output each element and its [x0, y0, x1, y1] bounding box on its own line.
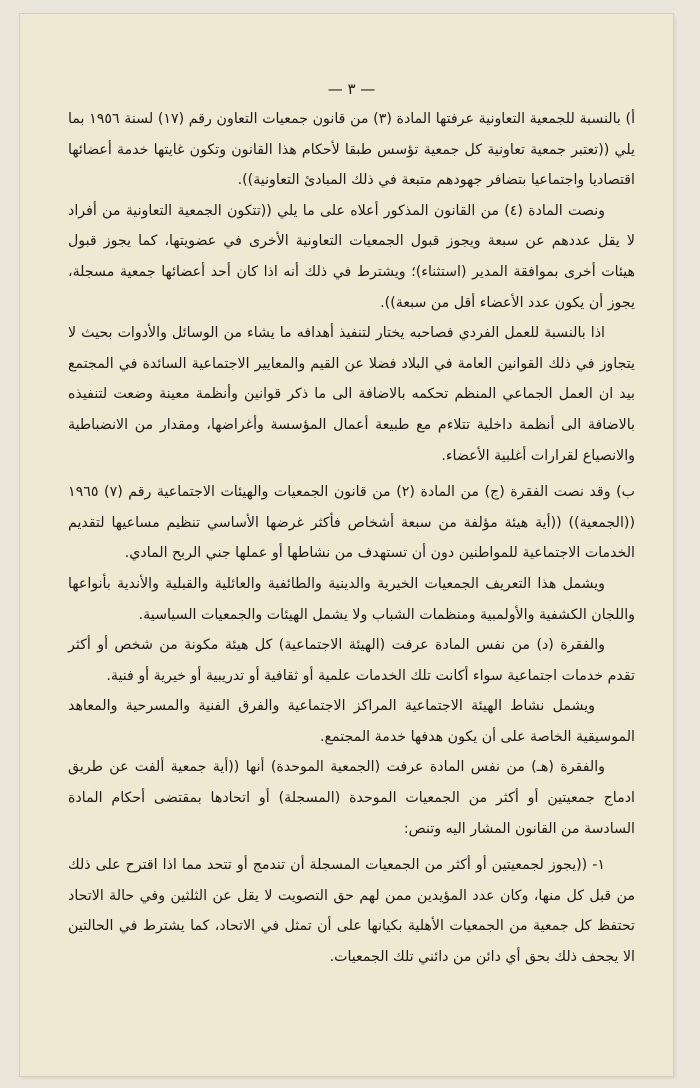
document-page [20, 14, 673, 1076]
paragraph-individual-work: اذا بالنسبة للعمل الفردي فصاحبه يختار لتنفيذ أهدافه ما يشاء من الوسائل والأدوات بحيث لا يتجاوز في ذلك القوانين العامة في البلاد فضلا عن القيم والمعايير الاجتماعية السائدة في المجتمع بيد ان العمل الجماعي المنظم تحكمه بالاضافة الى ما ذكر قوانين وأنظمة معينة وضعت لتنفيذه بالاضافة الى أنظمة داخلية تتلاءم مع طبيعة أعمال المؤسسة وأغراضها، ومقدار من الانضباطية والانصياع لقرارات أغلبية الأعضاء. [68, 325, 635, 464]
paragraph-b: ب) وقد نصت الفقرة (ج) من المادة (٢) من قانون الجمعيات والهيئات الاجتماعية رقم (٧) ١٩٦٥ ((الجمعية)) ((أية هيئة مؤلفة من سبعة أشخاص فأكثر غرضها الأساسي تنظيم مساعيها لتقديم الخدمات الاجتماعية للمواطنين دون أن تستهدف من نشاطها أو عملها جني الربح المادي. [68, 484, 635, 562]
paragraph-definition-scope: ويشمل هذا التعريف الجمعيات الخيرية والدينية والطائفية والعائلية والقبلية والأندية بأنواعها واللجان الكشفية والأولمبية ومنظمات الشباب ولا يشمل الهيئات والجمعيات السياسية. [68, 575, 635, 623]
paragraph-item-1: ١- ((يجوز لجمعيتين أو أكثر من الجمعيات المسجلة أن تندمج أو تتحد مما اذا اقترح على ذلك من قبل كل منها، وكان عدد المؤيدين ممن لهم حق التصويت لا يقل عن الثلثين وفي حالة الاتحاد تحتفظ كل جمعية من الجمعيات الأهلية بكيانها على أن تمثل في الاتحاد، كما يشترط في الحالتين الا يجحف ذلك بحق أي دائن من دائني تلك الجمعيات. [68, 857, 635, 966]
paragraph-article-4: ونصت المادة (٤) من القانون المذكور أعلاه على ما يلي ((تتكون الجمعية التعاونية من أفراد لا يقل عددهم عن سبعة ويجوز قبول الجمعيات التعاونية الأخرى في عضويتها، كما يجوز قبول هيئات أخرى بموافقة المدير (استثناء)؛ ويشترط في ذلك أنه اذا كان أحد أعضائها جمعية مسجلة، يجوز أن يكون عدد الأعضاء أقل من سبعة)). [68, 202, 635, 311]
paragraph-clause-e: والفقرة (هـ) من نفس المادة عرفت (الجمعية الموحدة) أنها ((أية جمعية ألفت عن طريق ادماج جمعيتين أو أكثر من الجمعيات الموحدة (المسجلة) أو اتحادها بمقتضى أحكام المادة السادسة من القانون المشار اليه وتنص: [68, 759, 635, 837]
paragraph-social-activity: ويشمل نشاط الهيئة الاجتماعية المراكز الاجتماعية والفرق الفنية والمسرحية والمعاهد الموسيقية الخاصة على أن يكون هدفها خدمة المجتمع. [68, 698, 635, 745]
paragraph-clause-d: والفقرة (د) من نفس المادة عرفت (الهيئة الاجتماعية) كل هيئة مكونة من شخص أو أكثر تقدم خدمات اجتماعية سواء أكانت تلك الخدمات علمية أو ثقافية أو تدريبية أو خيرية أو فنية. [68, 637, 635, 684]
page-number: — ٣ — [327, 80, 376, 98]
document-body [68, 74, 635, 973]
paragraph-a: أ) بالنسبة للجمعية التعاونية عرفتها المادة (٣) من قانون جمعيات التعاون رقم (١٧) لسنة ١٩٥٦ بما يلي ((تعتبر جمعية تعاونية كل جمعية تؤسس طبقا لأحكام هذا القانون وتكون غايتها خدمة أعضائها اقتصاديا واجتماعيا بتضافر جهودهم متبعة في ذلك المبادئ التعاونية)). [68, 111, 636, 189]
